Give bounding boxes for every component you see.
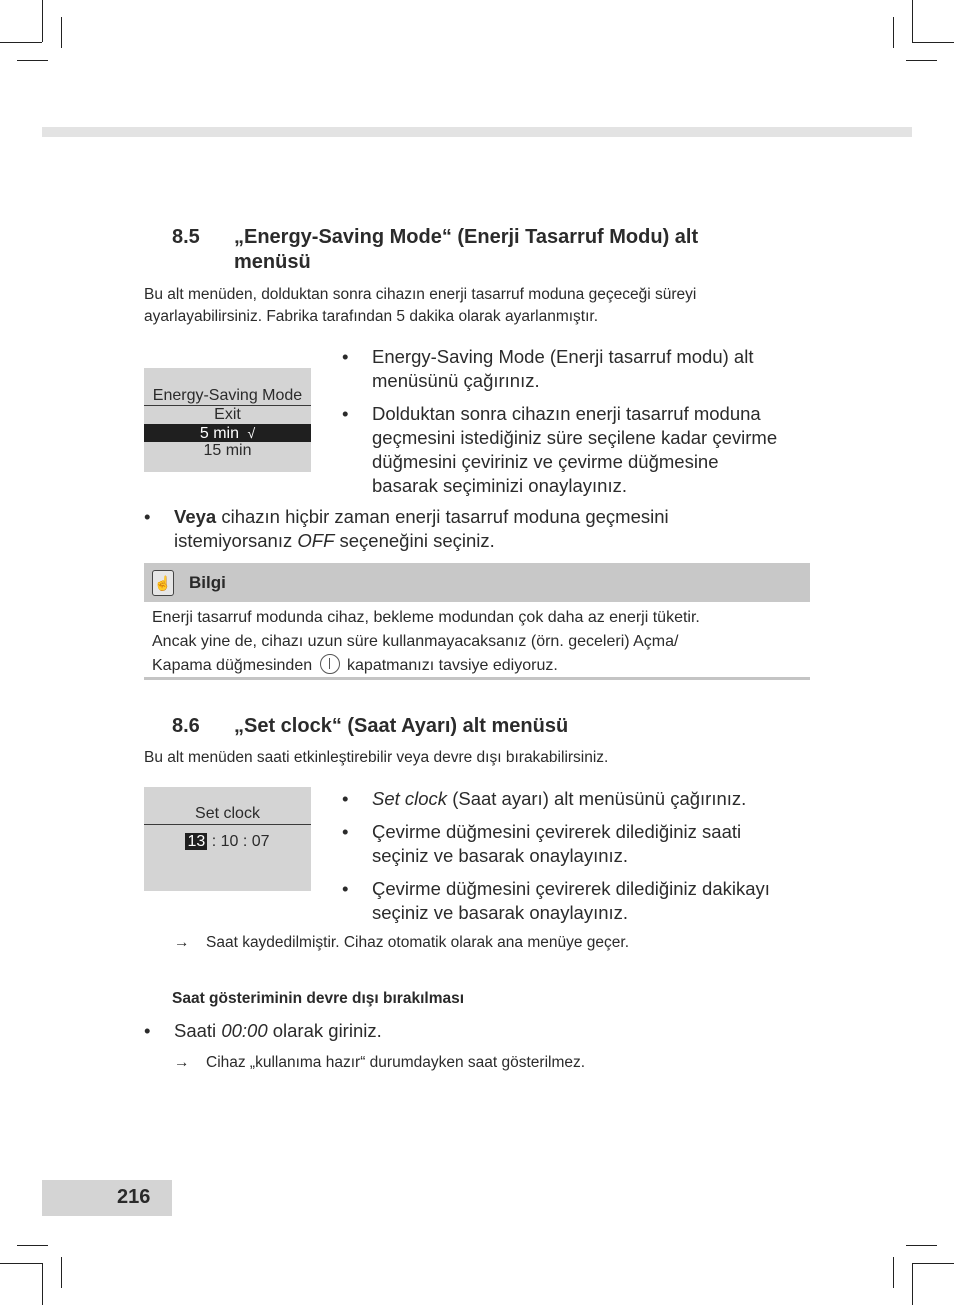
crop-mark (0, 42, 42, 43)
list-item (144, 505, 824, 553)
crop-mark (893, 1257, 894, 1288)
info-label: Bilgi (189, 573, 226, 592)
bullet-text: Çevirme düğmesini çevirerek dilediğiniz saati (372, 821, 742, 842)
section-85-bullets (342, 345, 822, 507)
bullet-icon: • (342, 788, 349, 809)
display-title: Set clock (144, 805, 311, 825)
bullet-text: basarak seçiminizi onaylayınız. (372, 475, 627, 496)
bullet-text: istemiyorsanız (174, 530, 298, 551)
clock-hour: 13 (187, 833, 206, 850)
bullet-icon: • (342, 403, 349, 424)
crop-mark (912, 0, 913, 42)
set-clock-term: Set clock (372, 788, 448, 809)
info-text-line3 (152, 654, 802, 678)
bullet-icon: • (144, 1020, 151, 1041)
bullet-text: cihazın hiçbir zaman enerji tasarruf moduna geçmesini (216, 506, 669, 527)
bullet-icon: • (342, 878, 349, 899)
list-item (342, 402, 822, 498)
list-item (342, 345, 822, 393)
info-box-header (144, 563, 810, 602)
info-text-line2: Ancak yine de, cihazı uzun süre kullanmayacaksanız (örn. geceleri) Açma/ (152, 633, 679, 650)
display-item-15min: 15 min (203, 442, 252, 459)
disable-result-text: Cihaz „kullanıma hazır“ durumdayken saat gösterilmez. (206, 1054, 586, 1071)
bullet-icon: • (342, 821, 349, 842)
crop-mark (42, 1263, 43, 1305)
bullet-text: Dolduktan sonra cihazın enerji tasarruf moduna (372, 403, 761, 424)
section-86-number: 8.6 (172, 715, 200, 737)
display-item-exit: Exit (214, 406, 241, 423)
info-text-line1: Enerji tasarruf modunda cihaz, bekleme modundan çok daha az enerji tüketir. (152, 609, 700, 626)
crop-mark (912, 1263, 954, 1264)
header-bar (42, 127, 912, 137)
display-item-selected (144, 424, 311, 442)
info-text: Kapama düğmesinden (152, 657, 313, 674)
section-85-title-line2: menüsü (234, 251, 311, 273)
list-item (342, 877, 822, 925)
off-option: OFF (297, 530, 335, 551)
crop-mark (61, 17, 62, 48)
bullet-text: seçeneğini seçiniz. (334, 530, 495, 551)
crop-mark (906, 60, 937, 61)
list-item (342, 820, 822, 868)
bullet-text: düğmesini çeviriniz ve çevirme düğmesine (372, 451, 719, 472)
section-85-intro-line2: ayarlayabilirsiniz. Fabrika tarafından 5 dakika olarak ayarlanmıştır. (144, 308, 599, 325)
section-86-bullets (342, 787, 822, 934)
disable-clock-subheading: Saat gösteriminin devre dışı bırakılması (172, 990, 465, 1007)
bullet-text: Saati (174, 1020, 222, 1041)
section-85-number: 8.5 (172, 226, 200, 248)
bullet-text: Çevirme düğmesini çevirerek dilediğiniz dakikayı (372, 878, 770, 899)
bullet-text: geçmesini istediğiniz süre seçilene kadar çevirme (372, 427, 778, 448)
result-text: Saat kaydedilmiştir. Cihaz otomatik olarak ana menüye geçer. (206, 934, 630, 951)
crop-mark (17, 1245, 48, 1246)
section-86-heading (172, 714, 812, 740)
crop-mark (912, 1263, 913, 1305)
bullet-text: olarak giriniz. (267, 1020, 382, 1041)
bullet-text: (Saat ayarı) alt menüsünü çağırınız. (447, 788, 747, 809)
crop-mark (0, 1263, 42, 1264)
checkmark-icon: √ (247, 425, 256, 441)
time-value: 00:00 (221, 1020, 268, 1041)
bullet-text: seçiniz ve basarak onaylayınız. (372, 845, 629, 866)
crop-mark (42, 0, 43, 42)
section-85-or-bullet (144, 505, 824, 562)
hand-pointing-icon: ☝ (152, 570, 174, 596)
arrow-icon: → (174, 934, 190, 951)
power-button-icon (320, 654, 340, 674)
clock-value (144, 833, 311, 851)
section-85-title-line1: „Energy-Saving Mode“ (Enerji Tasarruf Modu) alt (234, 226, 699, 248)
bullet-icon: • (144, 506, 151, 527)
crop-mark (61, 1257, 62, 1288)
section-85-intro-line1: Bu alt menüden, dolduktan sonra cihazın enerji tasarruf moduna geçeceği süreyi (144, 286, 697, 303)
section-85-heading (172, 225, 812, 277)
clock-minutes-seconds: : 10 : 07 (207, 833, 270, 850)
display-title: Energy-Saving Mode (144, 387, 311, 406)
energy-saving-display (144, 368, 311, 472)
crop-mark (912, 42, 954, 43)
bullet-text: seçiniz ve basarak onaylayınız. (372, 902, 629, 923)
crop-mark (17, 60, 48, 61)
set-clock-display (144, 787, 311, 891)
bullet-text: Energy-Saving Mode (Enerji tasarruf modu) alt (372, 346, 754, 367)
list-item (144, 1019, 824, 1043)
disable-clock-bullet (144, 1019, 824, 1052)
page-number: 216 (117, 1186, 151, 1208)
section-86-intro: Bu alt menüden saati etkinleştirebilir veya devre dışı bırakabilirsiniz. (144, 749, 609, 766)
section-86-title: „Set clock“ (Saat Ayarı) alt menüsü (234, 715, 569, 737)
page-number-box (42, 1180, 172, 1216)
info-box-body (152, 606, 802, 678)
or-label: Veya (174, 506, 217, 527)
crop-mark (906, 1245, 937, 1246)
bullet-text: menüsünü çağırınız. (372, 370, 540, 391)
arrow-icon: → (174, 1054, 190, 1071)
bullet-icon: • (342, 346, 349, 367)
display-item-5min: 5 min (199, 425, 239, 442)
list-item (342, 787, 822, 811)
info-box-bottom-rule (144, 677, 810, 680)
info-text: kapatmanızı tavsiye ediyoruz. (347, 657, 558, 674)
crop-mark (893, 17, 894, 48)
